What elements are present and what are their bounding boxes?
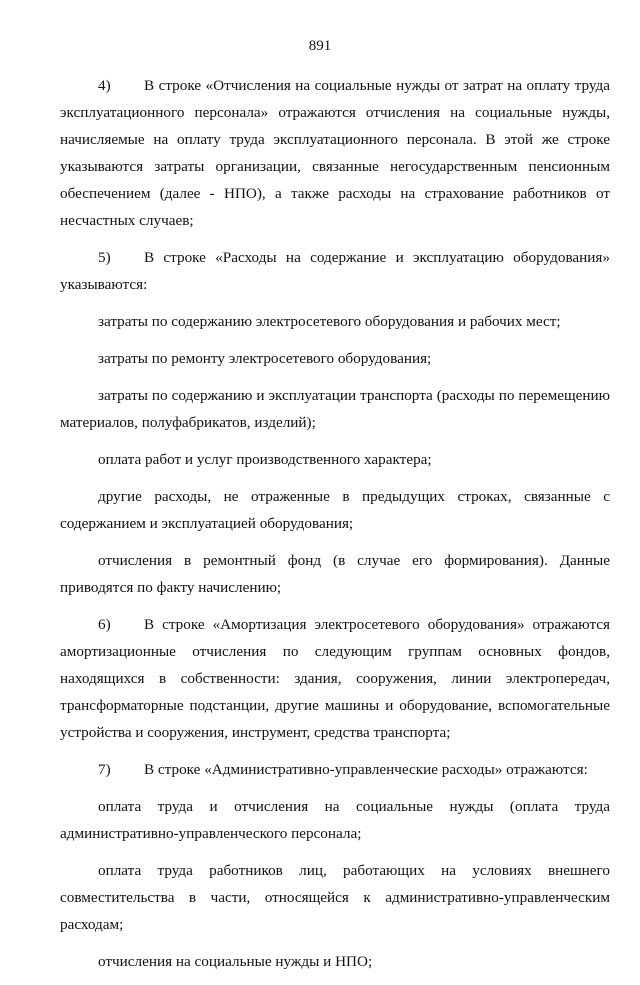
item-number: 5) — [98, 249, 111, 266]
list-paragraph: оплата труда работников лиц, работающих на условиях внешнего совместительства в части, относящейся к административно-управленческим расходам; — [60, 862, 610, 933]
page-number: 891 — [308, 38, 332, 54]
item-number: 6) — [98, 616, 111, 633]
item-number: 7) — [98, 761, 111, 778]
document-body — [60, 72, 610, 985]
list-paragraph: другие расходы, не отраженные в предыдущих строках, связанные с содержанием и эксплуатацией оборудования; — [60, 488, 610, 532]
list-paragraph: затраты по ремонту электросетевого оборудования; — [98, 350, 432, 367]
paragraph-item-7 — [60, 756, 610, 783]
paragraph-text: В строке «Административно-управленческие расходы» отражаются: — [144, 761, 588, 778]
item-number: 4) — [98, 77, 111, 94]
paragraph-item-4 — [60, 72, 610, 234]
list-paragraph: оплата работ и услуг производственного характера; — [98, 451, 432, 468]
paragraph-item-5 — [60, 244, 610, 298]
list-paragraph: отчисления в ремонтный фонд (в случае его формирования). Данные приводятся по факту начислению; — [60, 552, 610, 596]
list-paragraph: оплата труда и отчисления на социальные нужды (оплата труда административно-управленческого персонала; — [60, 798, 610, 842]
paragraph-item-6 — [60, 611, 610, 746]
paragraph-text: В строке «Амортизация электросетевого оборудования» отражаются амортизационные отчисления по следующим группам основных фондов, находящихся в собственности: здания, сооружения, линии электропередач, трансформаторные подстанции, другие машины и оборудование, вспомогательные устройства и сооружения, инструмент, средства транспорта; — [60, 616, 610, 741]
paragraph-text: В строке «Отчисления на социальные нужды от затрат на оплату труда эксплуатационного персонала» отражаются отчисления на социальные нужды, начисляемые на оплату труда эксплуатационного персонала. В этой же строке указываются затраты организации, связанные негосударственным пенсионным обеспечением (далее - НПО), а также расходы на страхование работников от несчастных случаев; — [60, 77, 610, 229]
list-paragraph: отчисления на социальные нужды и НПО; — [98, 953, 373, 970]
paragraph-text: В строке «Расходы на содержание и эксплуатацию оборудования» указываются: — [60, 249, 610, 293]
list-paragraph: затраты по содержанию и эксплуатации транспорта (расходы по перемещению материалов, полуфабрикатов, изделий); — [60, 387, 610, 431]
list-paragraph: затраты по содержанию электросетевого оборудования и рабочих мест; — [98, 313, 561, 330]
